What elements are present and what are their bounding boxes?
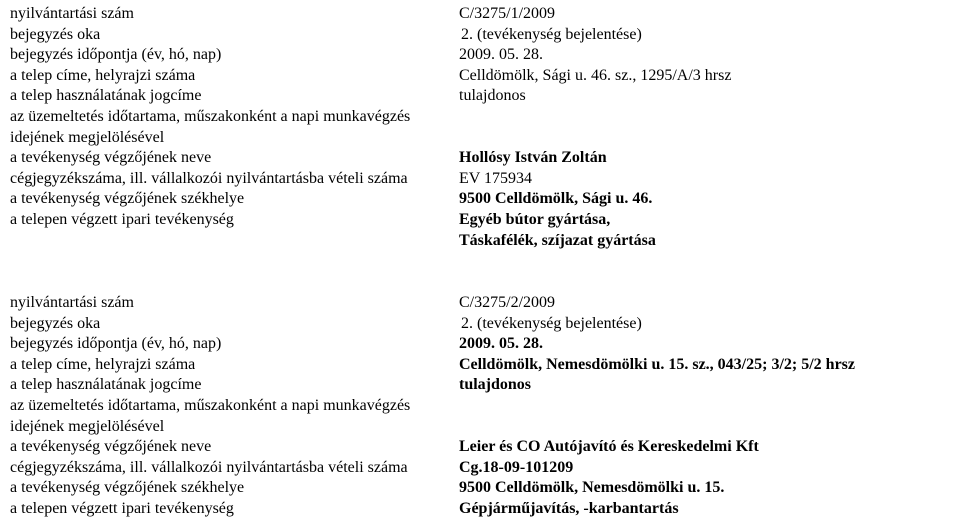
record-row bbox=[10, 210, 950, 251]
field-value: tulajdonos bbox=[459, 87, 526, 105]
field-label: a tevékenység végzőjének székhelye bbox=[10, 190, 245, 208]
record-row bbox=[10, 4, 950, 25]
field-label: bejegyzés oka bbox=[10, 314, 101, 332]
field-label: bejegyzés időpontja (év, hó, nap) bbox=[10, 46, 222, 64]
field-value: 2009. 05. 28. bbox=[459, 335, 543, 353]
field-label: a telep címe, helyrajzi száma bbox=[10, 66, 196, 84]
record-row bbox=[10, 437, 950, 458]
field-value: Cg.18-09-101209 bbox=[459, 458, 574, 476]
field-value: C/3275/1/2009 bbox=[459, 5, 556, 22]
registry-record-2 bbox=[10, 293, 950, 520]
field-label: a telep használatának jogcíme bbox=[10, 87, 202, 105]
field-label: bejegyzés időpontja (év, hó, nap) bbox=[10, 335, 222, 353]
field-value: Celldömölk, Nemesdömölki u. 15. sz., 043/25; 3/2; 5/2 hrsz bbox=[459, 355, 855, 373]
field-value: 2. (tevékenység bejelentése) bbox=[461, 25, 642, 43]
field-value: Celldömölk, Sági u. 46. sz., 1295/A/3 hrsz bbox=[459, 66, 732, 84]
record-row bbox=[10, 375, 950, 396]
field-label: az üzemeltetés időtartama, műszakonként a napi munkavégzés idejének megjelölésével bbox=[10, 107, 411, 146]
field-label: a tevékenység végzőjének székhelye bbox=[10, 479, 245, 497]
record-row bbox=[10, 355, 950, 376]
field-label: nyilvántartási szám bbox=[10, 5, 134, 22]
field-value: Leier és CO Autójavító és Kereskedelmi Kft bbox=[459, 438, 759, 456]
field-value: 9500 Celldömölk, Sági u. 46. bbox=[459, 190, 653, 208]
field-value: C/3275/2/2009 bbox=[459, 294, 556, 311]
registry-record-1 bbox=[10, 4, 950, 251]
field-label: nyilvántartási szám bbox=[10, 294, 134, 311]
field-value: 2009. 05. 28. bbox=[459, 46, 543, 64]
record-row bbox=[10, 25, 950, 46]
field-value: Gépjárműjavítás, -karbantartás bbox=[459, 499, 679, 517]
field-value: 2. (tevékenység bejelentése) bbox=[461, 314, 642, 332]
record-row bbox=[10, 396, 950, 437]
field-label: a telepen végzett ipari tevékenység bbox=[10, 210, 234, 228]
record-row bbox=[10, 314, 950, 335]
field-value: tulajdonos bbox=[459, 376, 532, 394]
record-row bbox=[10, 334, 950, 355]
record-row bbox=[10, 458, 950, 479]
field-label: a tevékenység végzőjének neve bbox=[10, 149, 212, 167]
field-value: Egyéb bútor gyártása, Táskafélék, szíjazat gyártása bbox=[459, 210, 656, 249]
record-row bbox=[10, 293, 950, 314]
field-value: 9500 Celldömölk, Nemesdömölki u. 15. bbox=[459, 479, 725, 497]
field-label: bejegyzés oka bbox=[10, 25, 101, 43]
record-row bbox=[10, 107, 950, 148]
record-row bbox=[10, 189, 950, 210]
record-row bbox=[10, 148, 950, 169]
record-row bbox=[10, 45, 950, 66]
record-row bbox=[10, 66, 950, 87]
record-row bbox=[10, 169, 950, 190]
record-row bbox=[10, 478, 950, 499]
record-row bbox=[10, 86, 950, 107]
field-label: a telepen végzett ipari tevékenység bbox=[10, 499, 234, 517]
field-label: cégjegyzékszáma, ill. vállalkozói nyilvántartásba vételi száma bbox=[10, 169, 408, 187]
field-value: EV 175934 bbox=[459, 169, 533, 187]
field-label: a tevékenység végzőjének neve bbox=[10, 438, 212, 456]
field-label: a telep használatának jogcíme bbox=[10, 376, 202, 394]
field-label: cégjegyzékszáma, ill. vállalkozói nyilvántartásba vételi száma bbox=[10, 458, 408, 476]
record-row bbox=[10, 499, 950, 520]
field-label: az üzemeltetés időtartama, műszakonként a napi munkavégzés idejének megjelölésével bbox=[10, 396, 411, 435]
field-label: a telep címe, helyrajzi száma bbox=[10, 355, 196, 373]
field-value: Hollósy István Zoltán bbox=[459, 149, 607, 167]
